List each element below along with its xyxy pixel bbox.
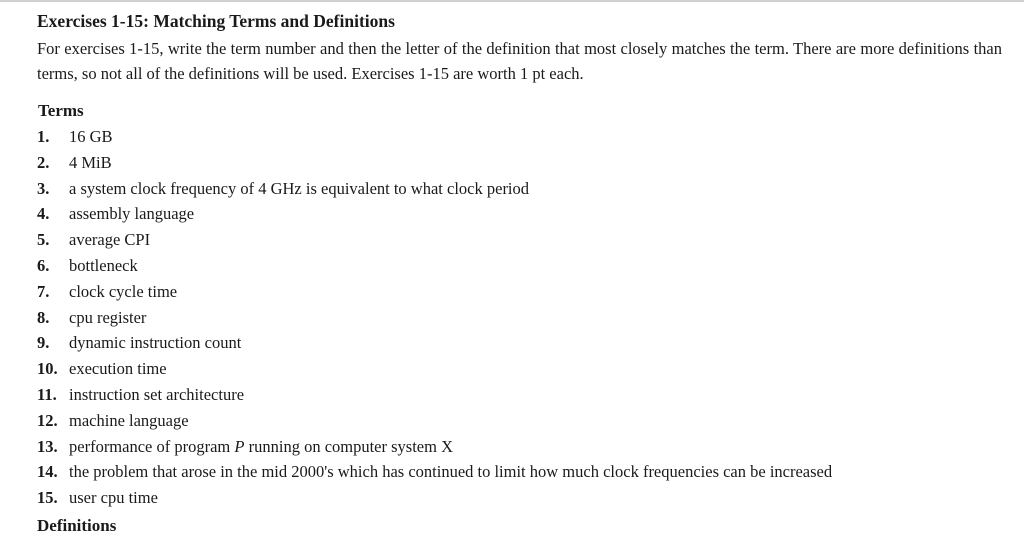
term-item-2 bbox=[37, 150, 1002, 176]
term-item-4 bbox=[37, 201, 1002, 227]
exercise-title: Exercises 1-15: Matching Terms and Definitions bbox=[37, 11, 395, 31]
term-item-5 bbox=[37, 227, 1002, 253]
term-item-12 bbox=[37, 408, 1002, 434]
term-number: 12. bbox=[37, 410, 58, 430]
term-text: dynamic instruction count bbox=[69, 333, 242, 353]
term-number: 8. bbox=[37, 307, 50, 327]
term-number: 5. bbox=[37, 230, 50, 250]
term-text: clock cycle time bbox=[69, 281, 178, 301]
term-text: execution time bbox=[69, 359, 167, 379]
terms-heading: Terms bbox=[38, 101, 84, 120]
term-number: 1. bbox=[37, 127, 50, 146]
term-text: bottleneck bbox=[69, 255, 138, 275]
term-item-14 bbox=[37, 459, 1002, 485]
term-number: 9. bbox=[37, 333, 50, 353]
term-item-9 bbox=[37, 330, 1002, 356]
term-number: 13. bbox=[37, 436, 58, 456]
term-number: 15. bbox=[37, 488, 58, 508]
term-text: 4 MiB bbox=[69, 152, 112, 172]
term-text: average CPI bbox=[69, 230, 151, 250]
term-text-italic: P bbox=[234, 436, 245, 456]
term-number: 10. bbox=[37, 359, 58, 379]
term-item-10 bbox=[37, 356, 1002, 382]
term-item-13 bbox=[37, 434, 1002, 460]
term-item-6 bbox=[37, 253, 1002, 279]
term-item-11 bbox=[37, 382, 1002, 408]
term-item-1 bbox=[37, 124, 1002, 150]
term-number: 11. bbox=[37, 384, 57, 404]
term-text: assembly language bbox=[69, 204, 195, 224]
term-number: 3. bbox=[37, 178, 50, 198]
term-number: 4. bbox=[37, 204, 50, 224]
term-text: instruction set architecture bbox=[69, 384, 245, 404]
term-item-15 bbox=[37, 485, 1002, 511]
exercise-instructions: For exercises 1-15, write the term number and then the letter of the definition that most closely matches the term. There are more definitions than terms, so not all of the definitions will be used. Exercises 1-15 are worth 1 pt each. bbox=[37, 39, 1002, 83]
term-number: 14. bbox=[37, 462, 58, 482]
term-text: machine language bbox=[69, 410, 189, 430]
term-number: 6. bbox=[37, 255, 50, 275]
term-item-7 bbox=[37, 279, 1002, 305]
term-text-before: performance of program bbox=[69, 436, 235, 456]
term-text: a system clock frequency of 4 GHz is equivalent to what clock period bbox=[69, 178, 530, 198]
term-item-3 bbox=[37, 176, 1002, 202]
term-item-8 bbox=[37, 305, 1002, 331]
definitions-heading: Definitions bbox=[37, 516, 117, 535]
term-text: the problem that arose in the mid 2000's which has continued to limit how much clock frequencies can be increased bbox=[69, 462, 833, 482]
term-number: 7. bbox=[37, 281, 50, 301]
terms-list bbox=[37, 124, 1002, 511]
exercise-section bbox=[37, 9, 1002, 511]
term-text-after: running on computer system X bbox=[244, 436, 453, 456]
term-number: 2. bbox=[37, 152, 50, 172]
term-text: 16 GB bbox=[69, 127, 113, 146]
term-text: cpu register bbox=[69, 307, 147, 327]
term-text: user cpu time bbox=[69, 488, 158, 508]
top-border bbox=[0, 0, 1024, 2]
